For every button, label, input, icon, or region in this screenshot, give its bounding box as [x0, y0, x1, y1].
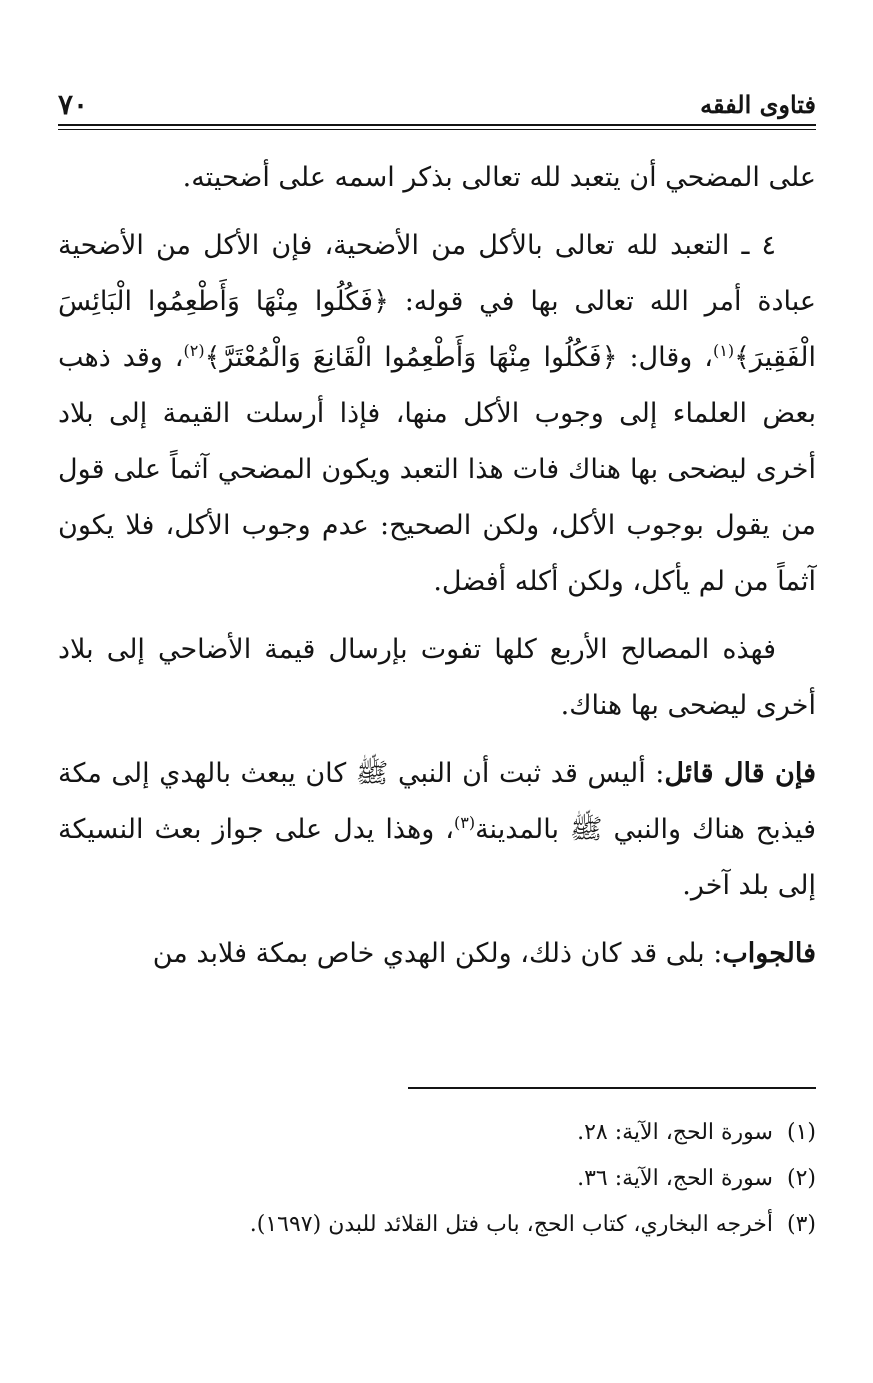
footnote-ref-2: (٢) — [183, 341, 205, 360]
footnote-rule — [408, 1087, 816, 1089]
paragraph-2-text-a: ٤ ـ التعبد لله تعالى بالأكل من الأضحية، فإن الأكل من الأضحية عبادة أمر الله تعالى بها في قوله: ﴿فَكُلُوا مِنْهَا وَأَطْعِمُوا الْبَائِسَ الْفَقِيرَ﴾ — [58, 230, 816, 373]
footnote-1-number: (١) — [786, 1120, 816, 1145]
paragraph-4-text-b: ، وهذا يدل على جواز بعث النسيكة إلى بلد آخر. — [58, 814, 816, 901]
footnote-2-number: (٢) — [786, 1166, 816, 1191]
paragraph-1-text: على المضحي أن يتعبد لله تعالى بذكر اسمه على أضحيته. — [182, 162, 816, 193]
paragraph-4-text-a: : أليس قد ثبت أن النبي ﷺ كان يبعث بالهدي إلى مكة فيذبح هناك والنبي ﷺ بالمدينة — [58, 758, 817, 845]
footnote-3 — [58, 1202, 816, 1248]
paragraph-2 — [58, 218, 816, 610]
paragraph-4 — [58, 746, 816, 914]
book-title: فتاوى الفقه — [700, 90, 816, 119]
paragraph-3 — [58, 622, 816, 734]
paragraph-2-text-c: ، وقد ذهب بعض العلماء إلى وجوب الأكل منها، فإذا أرسلت القيمة إلى بلاد أخرى ليضحى بها هناك فات هذا التعبد ويكون المضحي آثماً على قول من يقول بوجوب الأكل، ولكن الصحيح: عدم وجوب الأكل، فلا يكون آثماً من لم يأكل، ولكن أكله أفضل. — [58, 342, 816, 597]
page-header — [58, 88, 816, 122]
paragraph-2-text-b: ، وقال: ﴿فَكُلُوا مِنْهَا وَأَطْعِمُوا الْقَانِعَ وَالْمُعْتَرَّ﴾ — [204, 342, 713, 373]
paragraph-5 — [58, 926, 816, 982]
footnote-1 — [58, 1110, 816, 1156]
footnote-2 — [58, 1156, 816, 1202]
footnote-3-number: (٣) — [786, 1212, 816, 1237]
footnote-2-text: سورة الحج، الآية: ٣٦. — [577, 1166, 773, 1191]
footnote-ref-1: (١) — [712, 341, 735, 360]
paragraph-3-text: فهذه المصالح الأربع كلها تفوت بإرسال قيمة الأضاحي إلى بلاد أخرى ليضحى بها هناك. — [58, 634, 816, 721]
footnotes — [58, 1110, 816, 1248]
footnote-3-text: أخرجه البخاري، كتاب الحج، باب فتل القلائد للبدن (١٦٩٧). — [249, 1212, 773, 1237]
footnote-1-text: سورة الحج، الآية: ٢٨. — [577, 1120, 773, 1145]
paragraph-1 — [58, 150, 816, 206]
page-number: ٧٠ — [58, 88, 89, 121]
paragraph-5-text: : بلى قد كان ذلك، ولكن الهدي خاص بمكة فلابد من — [152, 938, 723, 969]
question-lead: فإن قال قائل — [664, 758, 817, 789]
header-rule — [58, 124, 816, 130]
answer-lead: فالجواب — [722, 938, 816, 969]
main-text — [58, 150, 816, 994]
footnote-ref-3: (٣) — [453, 813, 476, 832]
